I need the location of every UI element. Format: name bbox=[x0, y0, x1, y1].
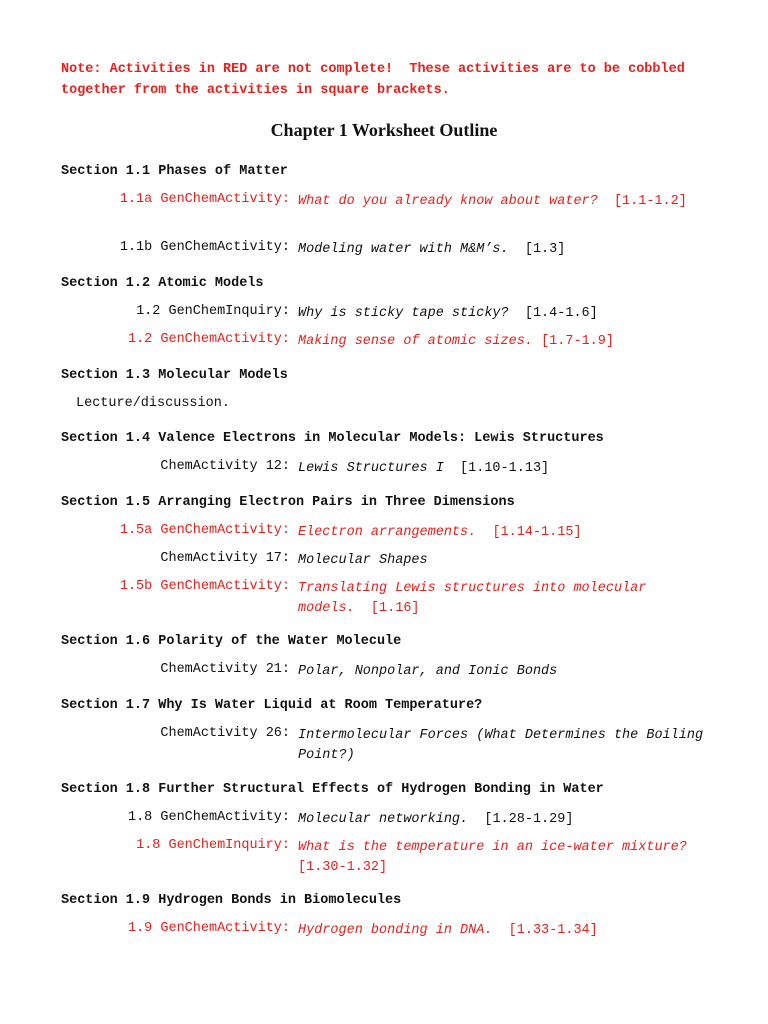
activity-label: ChemActivity 17: bbox=[160, 551, 290, 566]
activity-title: Why is sticky tape sticky? bbox=[298, 306, 509, 321]
activity-label: 1.8 GenChemActivity: bbox=[127, 810, 290, 825]
activity-label: ChemActivity 12: bbox=[160, 459, 290, 474]
activity-description bbox=[298, 240, 708, 260]
activity-description bbox=[298, 838, 708, 878]
section-heading: Section 1.9 Hydrogen Bonds in Biomolecules bbox=[61, 893, 402, 908]
activity-ref: [1.4-1.6] bbox=[524, 306, 598, 321]
activity-title: Lewis Structures I bbox=[298, 461, 444, 476]
page-title: Chapter 1 Worksheet Outline bbox=[270, 120, 498, 140]
activity-description bbox=[298, 726, 712, 766]
activity-description bbox=[298, 662, 708, 682]
section-heading: Section 1.8 Further Structural Effects of Hydrogen Bonding in Water bbox=[61, 782, 604, 797]
section-heading: Section 1.4 Valence Electrons in Molecular Models: Lewis Structures bbox=[61, 431, 604, 446]
activity-label: 1.9 GenChemActivity: bbox=[127, 921, 290, 936]
activity-description bbox=[298, 921, 708, 941]
activity-description bbox=[298, 810, 708, 830]
activity-description bbox=[298, 523, 708, 543]
activity-label: 1.1b GenChemActivity: bbox=[119, 240, 290, 255]
activity-ref: [1.16] bbox=[370, 601, 420, 616]
activity-ref: [1.28-1.29] bbox=[484, 812, 574, 827]
activity-label: 1.2 GenChemInquiry: bbox=[136, 304, 290, 319]
activity-title: Molecular Shapes bbox=[298, 553, 428, 568]
activity-ref: [1.10-1.13] bbox=[460, 461, 550, 476]
activity-label: 1.5a GenChemActivity: bbox=[119, 523, 290, 538]
activity-title: Modeling water with M&M’s. bbox=[298, 242, 509, 257]
activity-title: Electron arrangements. bbox=[298, 525, 477, 540]
activity-title: Molecular networking. bbox=[298, 812, 469, 827]
activity-ref: [1.14-1.15] bbox=[492, 525, 582, 540]
activity-label: 1.2 GenChemActivity: bbox=[127, 332, 290, 347]
section-text: Lecture/discussion. bbox=[76, 396, 230, 411]
section-heading: Section 1.7 Why Is Water Liquid at Room Temperature? bbox=[61, 698, 483, 713]
section-heading: Section 1.2 Atomic Models bbox=[61, 276, 264, 291]
activity-ref: [1.1-1.2] bbox=[613, 194, 687, 209]
activity-title: Intermolecular Forces (What Determines the Boiling Point?) bbox=[298, 728, 712, 763]
activity-title: What do you already know about water? bbox=[298, 194, 598, 209]
activity-description bbox=[298, 304, 708, 324]
activity-ref: [1.30-1.32] bbox=[298, 860, 388, 875]
activity-title: Polar, Nonpolar, and Ionic Bonds bbox=[298, 664, 558, 679]
section-heading: Section 1.3 Molecular Models bbox=[61, 368, 288, 383]
activity-description bbox=[298, 192, 708, 212]
activity-label: 1.1a GenChemActivity: bbox=[119, 192, 290, 207]
activity-description bbox=[298, 459, 708, 479]
activity-title: Hydrogen bonding in DNA. bbox=[298, 923, 493, 938]
activity-ref: [1.3] bbox=[524, 242, 566, 257]
activity-ref: [1.7-1.9] bbox=[541, 334, 614, 349]
activity-description bbox=[298, 332, 708, 352]
activity-description bbox=[298, 579, 708, 619]
activity-title: Translating Lewis structures into molecular models. bbox=[298, 581, 655, 616]
activity-label: 1.8 GenChemInquiry: bbox=[136, 838, 290, 853]
activity-title: Making sense of atomic sizes. bbox=[298, 334, 533, 349]
activity-label: 1.5b GenChemActivity: bbox=[119, 579, 290, 594]
incomplete-note: Note: Activities in RED are not complete! These activities are to be cobbled together from the activities in square brackets. bbox=[61, 62, 693, 98]
activity-ref: [1.33-1.34] bbox=[508, 923, 598, 938]
section-heading: Section 1.5 Arranging Electron Pairs in Three Dimensions bbox=[61, 495, 515, 510]
section-heading: Section 1.1 Phases of Matter bbox=[61, 164, 288, 179]
activity-title: What is the temperature in an ice-water mixture? bbox=[298, 840, 687, 855]
activity-description bbox=[298, 551, 708, 571]
section-heading: Section 1.6 Polarity of the Water Molecule bbox=[61, 634, 402, 649]
activity-label: ChemActivity 26: bbox=[160, 726, 290, 741]
activity-label: ChemActivity 21: bbox=[160, 662, 290, 677]
